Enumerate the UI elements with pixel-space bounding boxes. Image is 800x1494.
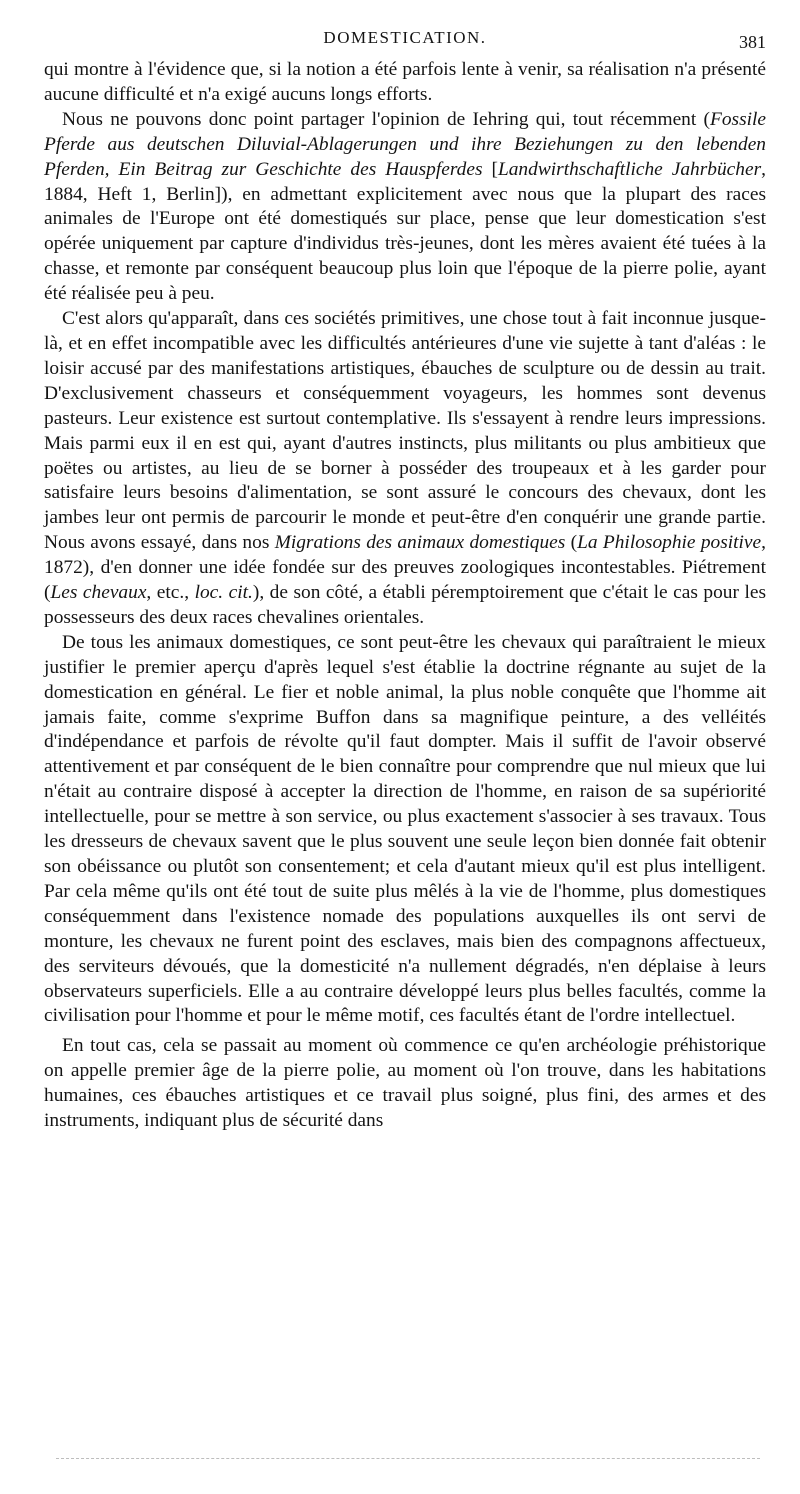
- text-run: (: [565, 532, 578, 554]
- text-run: qui montre à l'évidence que, si la notion a été parfois lente à venir, sa réalisation n'a présenté aucune difficulté et n'a exigé aucuns longs efforts.: [44, 59, 766, 105]
- paragraph: [44, 631, 766, 1030]
- text-run: De tous les animaux domestiques, ce sont peut-être les chevaux qui paraîtraient le mieux justifier le premier aperçu d'après lequel s'est établie la doctrine régnante au sujet de la domestication en général. Le fier et noble animal, la plus noble conquête que l'homme ait jamais faite, comme s'exprime Buffon dans sa magnifique peinture, a des velléités d'indépendance et parfois de révolte qu'il faut dompter. Mais il suffit de l'avoir observé attentivement et par conséquent de le bien connaître pour comprendre que nul mieux que lui n'était au contraire disposé à accepter la direction de l'homme, en raison de sa supériorité intellectuelle, pour se mettre à son service, ou plus exactement s'associer à ses travaux. Tous les dresseurs de chevaux savent que le plus souvent une seule leçon bien donnée fait obtenir son obéissance ou plutôt son consentement; et cela d'autant mieux qu'il est plus intelligent. Par cela même qu'ils ont été tout de suite plus mêlés à la vie de l'homme, plus domestiques conséquemment dans l'existence nomade des populations auxquelles ils ont servi de monture, les chevaux ne furent point des esclaves, mais bien des compagnons affectueux, des serviteurs dévoués, que la domesticité n'a nullement dégradés, n'en déplaise à leurs observateurs superficiels. Elle a au contraire développé leurs plus belles facultés, comme la civilisation pour l'homme et pour le même motif, ces facultés étant de l'ordre intellectuel.: [44, 631, 766, 1027]
- italic-title: loc. cit.: [194, 582, 253, 604]
- italic-title: Landwirthschaftliche Jahrbücher: [497, 158, 762, 180]
- page-header: [44, 24, 766, 58]
- paragraph: [44, 108, 766, 307]
- text-run: ), de son côté, a établi péremptoirement que c'était le cas pour les possesseurs des deux races chevalines orientales.: [44, 582, 767, 628]
- paragraph: [44, 58, 766, 108]
- text-run: , 1872), d'en donner une idée fondée sur des preuves zoologiques incontestables. Piétrement (: [44, 532, 767, 604]
- paragraph: [44, 307, 766, 631]
- text-run: En tout cas, cela se passait au moment où commence ce qu'en archéologie préhistorique on appelle premier âge de la pierre polie, au moment où l'on trouve, dans les habitations humaines, ces ébauches artistiques et ce travail plus soigné, plus fini, des armes et des instruments, indiquant plus de sécurité dans: [44, 1035, 766, 1132]
- running-title: DOMESTICATION.: [323, 28, 487, 47]
- text-run: , etc.,: [146, 582, 195, 604]
- text-run: Nous ne pouvons donc point partager l'opinion de Iehring qui, tout récemment (: [62, 108, 710, 130]
- paragraph: [44, 1034, 766, 1134]
- italic-title: Fossile Pferde aus deutschen Diluvial-Ablagerungen und ihre Beziehungen zu den lebenden Pferden, Ein Beitrag zur Geschichte des Hauspferdes: [44, 108, 766, 180]
- text-run: , 1884, Heft 1, Berlin]), en admettant explicitement avec nous que la plupart des races animales de l'Europe ont été domestiqués sur place, pense que leur domestication s'est opérée uniquement par capture d'individus très-jeunes, dont les mères avaient été tuées à la chasse, et remonte par conséquent beaucoup plus loin que l'époque de la pierre polie, ayant été réalisée peu à peu.: [44, 158, 766, 305]
- footer-rule: [56, 1458, 760, 1459]
- page-number: 381: [739, 32, 766, 52]
- italic-title: La Philosophie positive: [577, 532, 762, 554]
- book-page: [44, 24, 766, 1134]
- italic-title: Migrations des animaux domestiques: [274, 532, 566, 554]
- text-run: C'est alors qu'apparaît, dans ces sociétés primitives, une chose tout à fait inconnue jusque-là, et en effet incompatible avec les difficultés antérieures d'une vie sujette à tant d'aléas : le loisir accusé par des manifestations artistiques, ébauches de sculpture ou de dessin au trait. D'exclusivement chasseurs et conséquemment voyageurs, les hommes sont devenus pasteurs. Leur existence est surtout contemplative. Ils s'essayent à rendre leurs impressions. Mais parmi eux il en est qui, ayant d'autres instincts, plus militants ou plus ambitieux que poëtes ou artistes, au lieu de se borner à posséder des troupeaux et à les garder pour satisfaire leurs besoins d'alimentation, se sont assuré le concours des chevaux, dont les jambes leur ont permis de parcourir le monde et peut-être d'en conquérir une grande partie. Nous avons essayé, dans nos: [44, 308, 766, 554]
- italic-title: Les chevaux: [50, 582, 147, 604]
- body-text: [44, 58, 766, 1134]
- text-run: [: [482, 158, 498, 180]
